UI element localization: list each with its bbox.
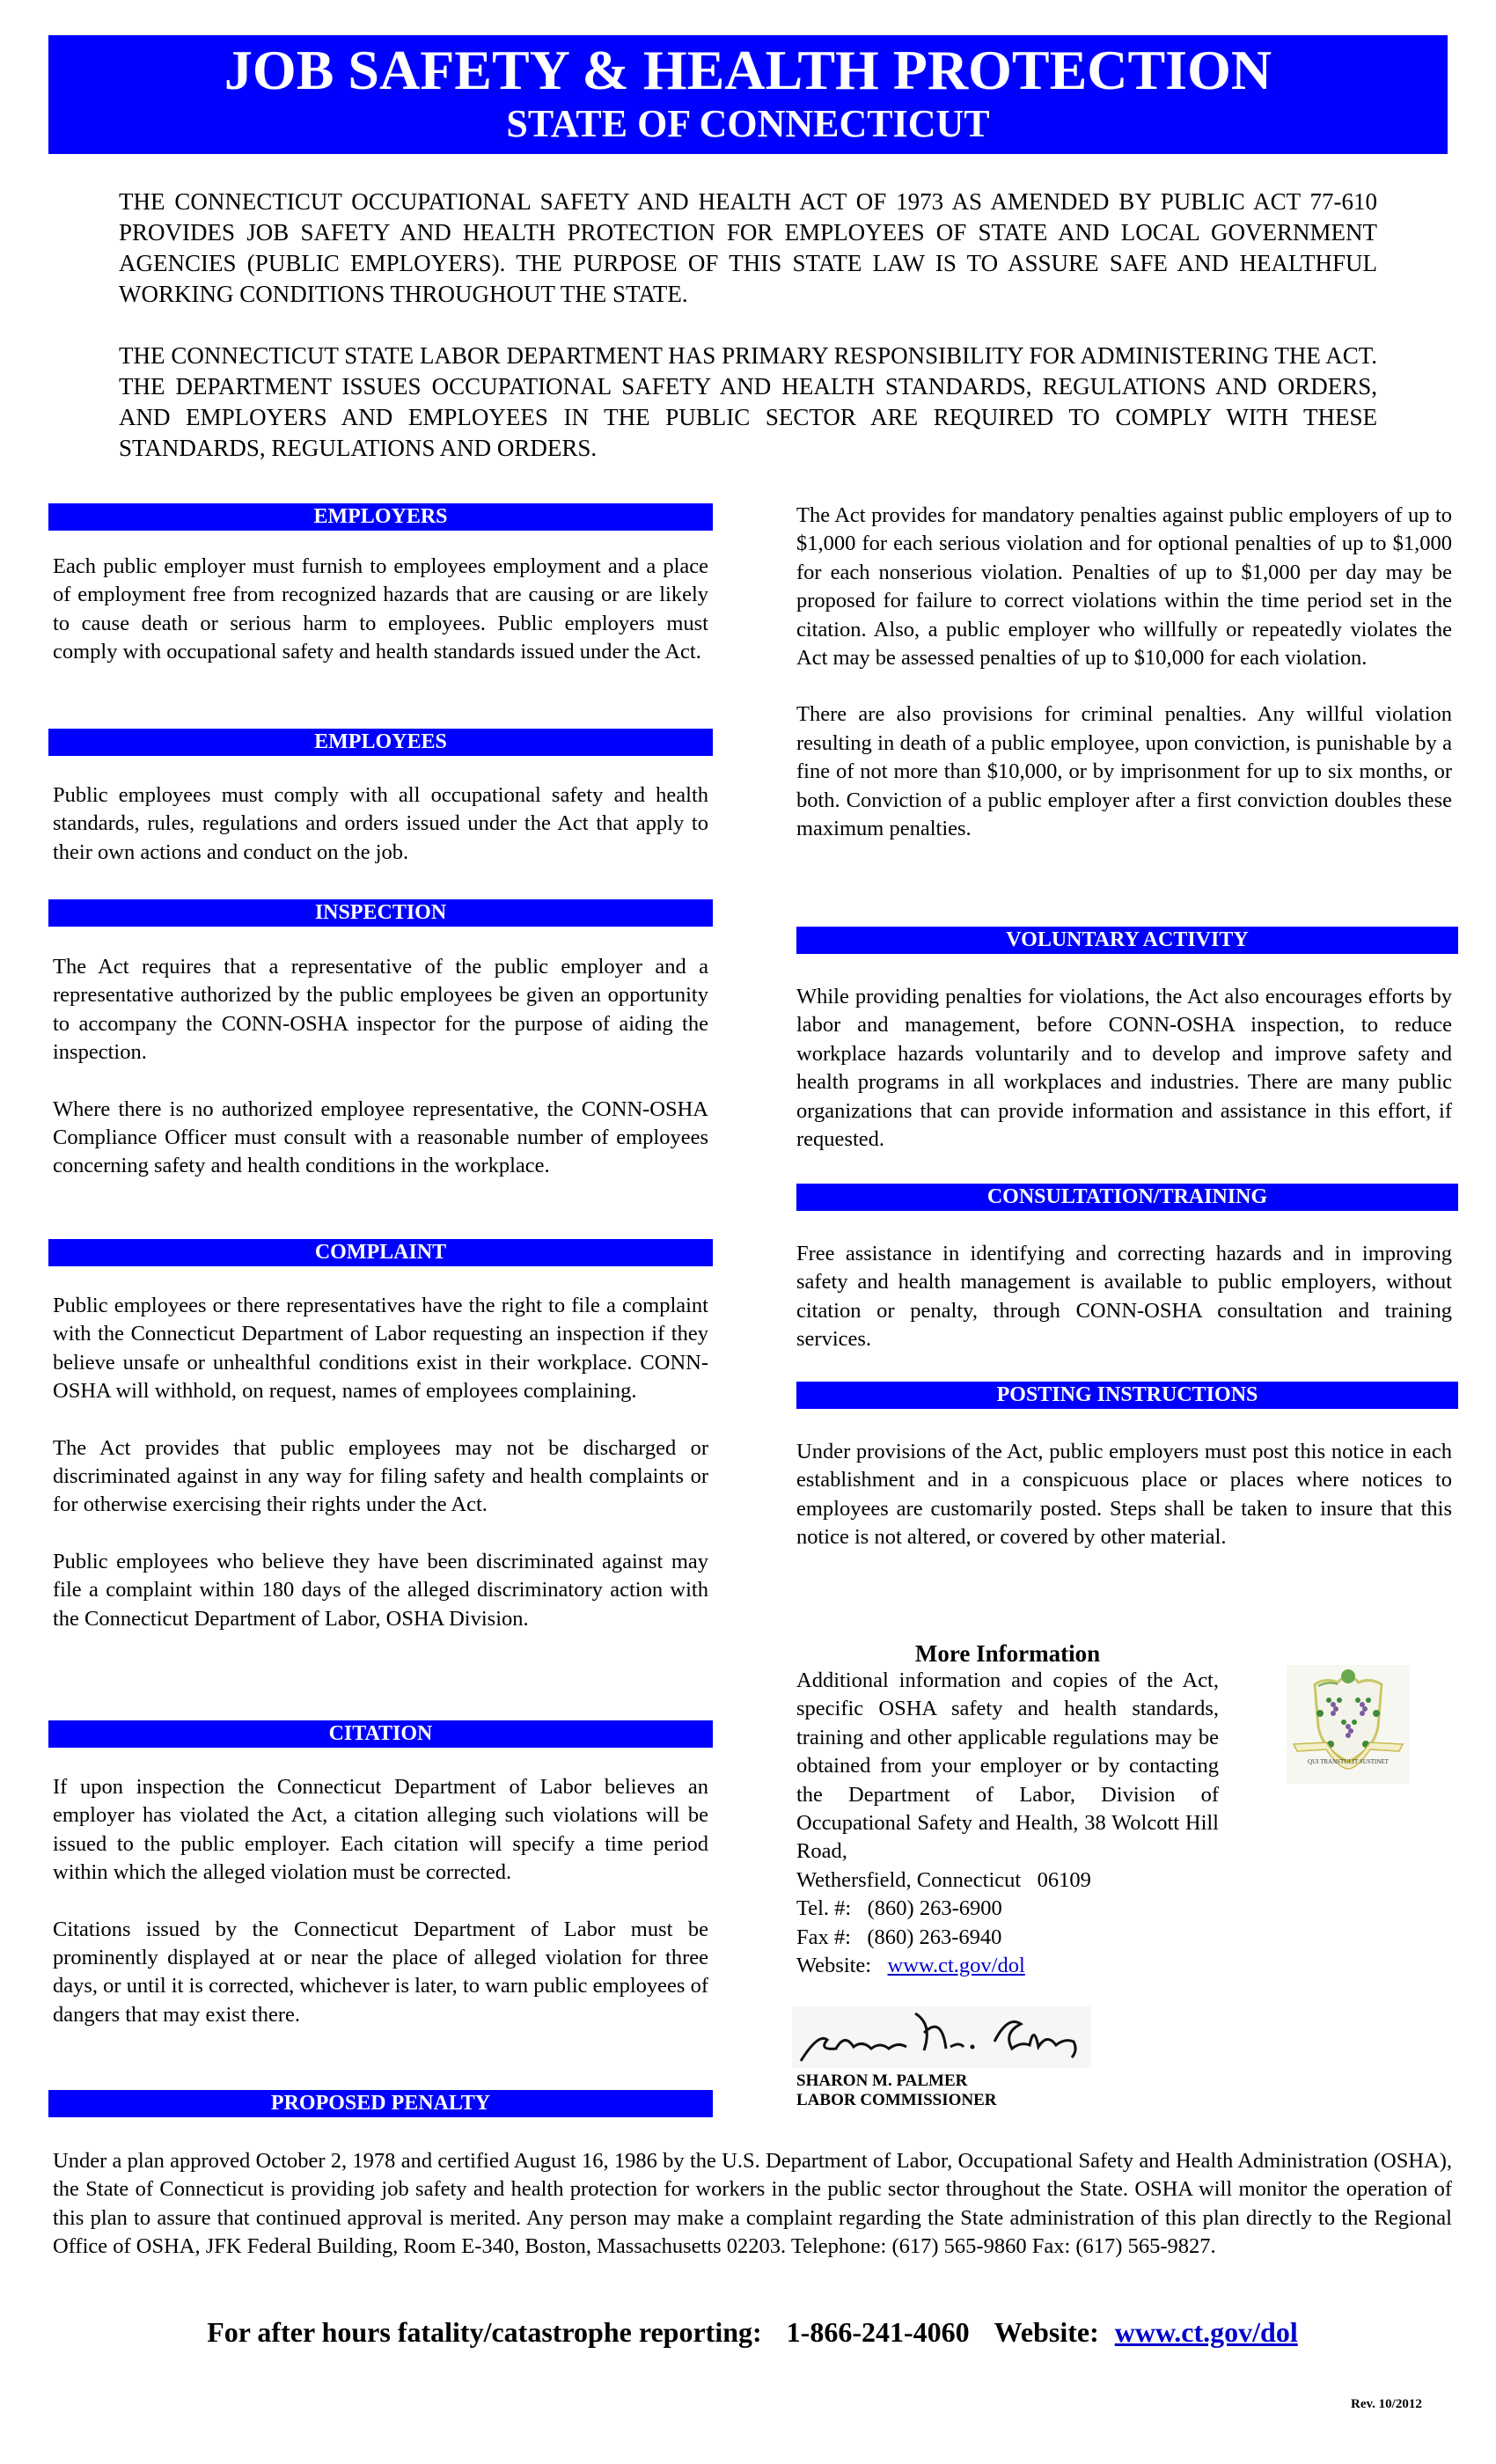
paragraph: Free assistance in identifying and correcting hazards and in improving safety and health management is available to public employers, without citation or penalty, through CONN-OSHA consultation and training services.: [796, 1242, 1452, 1352]
page-subtitle: STATE OF CONNECTICUT: [506, 102, 990, 145]
intro-paragraph: THE CONNECTICUT OCCUPATIONAL SAFETY AND HEALTH ACT OF 1973 AS AMENDED BY PUBLIC ACT 77-610 PROVIDES JOB SAFETY AND HEALTH PROTECTION FOR EMPLOYEES OF STATE AND LOCAL GOVERNMENT AGENCIES (PUBLIC EMPLOYERS). THE PURPOSE OF THIS STATE LAW IS TO ASSURE SAFE AND HEALTHFUL WORKING CONDITIONS THROUGHOUT THE STATE.: [119, 188, 1377, 307]
section-header-citation: CITATION: [48, 1720, 713, 1748]
paragraph: Public employees or there representatives have the right to file a complaint with the Connecticut Department of Labor requesting an inspection if they believe unsafe or unhealthful conditions exist in their workplace. CONN-OSHA will withhold, on request, names of employees complaining.: [53, 1294, 708, 1404]
website-link[interactable]: www.ct.gov/dol: [887, 1954, 1025, 1978]
section-proposed-penalty-body: [796, 502, 1452, 871]
footer-website-label: Website:: [994, 2316, 1099, 2348]
section-employers-body: [53, 553, 708, 695]
section-complaint-body: [53, 1292, 708, 1661]
telephone-line: [796, 1895, 1219, 1923]
paragraph: If upon inspection the Connecticut Department of Labor believes an employer has violated the Act, a citation alleging such violations will be issued to the public employer. Each citation will specify a time period within which the alleged violation must be corrected.: [53, 1775, 708, 1885]
website-line: [796, 1952, 1219, 1980]
paragraph: The Act provides that public employees may not be discharged or discriminated against in any way for filing safety and health complaints or for otherwise exercising their rights under the Act.: [53, 1435, 708, 1517]
section-voluntary-activity-body: [796, 983, 1452, 1182]
section-header-inspection: INSPECTION: [48, 899, 713, 927]
intro: [119, 187, 1377, 495]
paragraph: Each public employer must furnish to employees employment and a place of employment free from recognized hazards that are causing or are likely to cause death or serious harm to employees. Public employers must comply with occupational safety and health standards issued under the Act.: [53, 554, 708, 664]
paragraph: The Act requires that a representative of the public employer and a representative authorized by the public employees be given an opportunity to accompany the CONN-OSHA inspector for the purpose of aiding the inspection.: [53, 955, 708, 1065]
header-banner: [48, 35, 1448, 154]
paragraph: Public employees who believe they have been discriminated against may file a complaint within 180 days of the alleged discriminatory action with the Connecticut Department of Labor, OSHA Division.: [53, 1549, 708, 1631]
reporting-label: For after hours fatality/catastrophe reporting:: [207, 2316, 762, 2348]
signatory-name: SHARON M. PALMER: [796, 2072, 968, 2090]
reporting-phone: 1-866-241-4060: [786, 2316, 970, 2348]
section-header-employees: EMPLOYEES: [48, 729, 713, 756]
paragraph: Citations issued by the Connecticut Department of Labor must be prominently displayed at or near the place of alleged violation for three days, or until it is corrected, whichever is later, to warn public employees of dangers that may exist there.: [53, 1917, 708, 2027]
intro-paragraph: THE CONNECTICUT STATE LABOR DEPARTMENT HAS PRIMARY RESPONSIBILITY FOR ADMINISTERING THE ACT. THE DEPARTMENT ISSUES OCCUPATIONAL SAFETY AND HEALTH STANDARDS, REGULATIONS AND ORDERS, AND EMPLOYERS AND EMPLOYEES IN THE PUBLIC SECTOR ARE REQUIRED TO COMPLY WITH THESE STANDARDS, REGULATIONS AND ORDERS.: [119, 342, 1377, 461]
section-header-employers: EMPLOYERS: [48, 503, 713, 531]
signature-image: [792, 2006, 1091, 2068]
paragraph: There are also provisions for criminal penalties. Any willful violation resulting in death of a public employee, upon conviction, is punishable by a fine of not more than $10,000, or by imprisonment for up to six months, or both. Conviction of a public employer after a first conviction doubles these maximum penalties.: [796, 702, 1452, 841]
page-title: JOB SAFETY & HEALTH PROTECTION: [224, 39, 1272, 101]
section-header-posting-instructions: POSTING INSTRUCTIONS: [796, 1382, 1458, 1409]
address-line: Wethersfield, Connecticut 06109: [796, 1867, 1091, 1892]
connecticut-seal-icon: [1287, 1665, 1410, 1784]
section-header-complaint: COMPLAINT: [48, 1239, 713, 1266]
more-information-title: More Information: [914, 1640, 1101, 1667]
section-header-proposed-penalty: PROPOSED PENALTY: [48, 2090, 713, 2117]
website-label: Website:: [796, 1954, 872, 1978]
more-information: [796, 1640, 1219, 1980]
footer-reporting: [0, 2314, 1496, 2350]
footer-website-link[interactable]: www.ct.gov/dol: [1114, 2316, 1298, 2348]
federal-plan-paragraph: Under a plan approved October 2, 1978 and certified August 16, 1986 by the U.S. Department of Labor, Occupational Safety and Health Administration (OSHA), the State of Connecticut is providing job safety and health protection for workers in the public sector throughout the State. OSHA will monitor the operation of this plan to assure that continued approval is merited. Any person may make a complaint regarding the State administration of this plan directly to the Regional Office of OSHA, JFK Federal Building, Room E-340, Boston, Massachusetts 02203. Telephone: (617) 565-9860 Fax: (617) 565-9827.: [53, 2149, 1452, 2259]
paragraph: Public employees must comply with all occupational safety and health standards, rules, regulations and orders issued under the Act that apply to their own actions and conduct on the job.: [53, 783, 708, 864]
signatory-title: LABOR COMMISSIONER: [796, 2091, 997, 2109]
tel-number: (860) 263-6900: [867, 1896, 1002, 1921]
section-consultation-training-body: [796, 1240, 1452, 1382]
paragraph: Under provisions of the Act, public employers must post this notice in each establishment and in a conspicuous place or places where notices to employees are customarily posted. Steps shall be taken to insure that this notice is not altered, or covered by other material.: [796, 1440, 1452, 1550]
section-citation-body: [53, 1773, 708, 2057]
paragraph: The Act provides for mandatory penalties against public employers of up to $1,000 for each serious violation and for optional penalties of up to $1,000 for each nonserious violation. Penalties of up to $1,000 per day may be proposed for failure to correct violations within the time period set in the citation. Also, a public employer who willfully or repeatedly violates the Act may be assessed penalties of up to $10,000 for each violation.: [796, 503, 1452, 671]
paragraph: While providing penalties for violations, the Act also encourages efforts by labor and management, before CONN-OSHA inspection, to reduce workplace hazards voluntarily and to develop and improve safety and health programs in all workplaces and industries. There are many public organizations that can provide information and assistance in this effort, if requested.: [796, 985, 1452, 1152]
section-employees-body: [53, 781, 708, 895]
section-inspection-body: [53, 953, 708, 1209]
section-header-consultation-training: CONSULTATION/TRAINING: [796, 1184, 1458, 1211]
revision-date: Rev. 10/2012: [1351, 2397, 1422, 2411]
more-information-body: Additional information and copies of the Act, specific OSHA safety and health standards, training and other applicable regulations may be obtained from your employer or by contacting the Department of Labor, Division of Occupational Safety and Health, 38 Wolcott Hill Road,: [796, 1668, 1219, 1864]
section-posting-instructions-body: [796, 1438, 1452, 1580]
fax-number: (860) 263-6940: [867, 1925, 1002, 1949]
fax-line: [796, 1924, 1219, 1952]
seal-motto: QUI TRANSTULIT SUSTINET: [1308, 1758, 1389, 1765]
paragraph: Where there is no authorized employee representative, the CONN-OSHA Compliance Officer must consult with a reasonable number of employees concerning safety and health conditions in the workplace.: [53, 1096, 708, 1178]
fax-label: Fax #:: [796, 1925, 851, 1949]
signatory: [796, 2072, 997, 2110]
tel-label: Tel. #:: [796, 1896, 852, 1921]
section-header-voluntary-activity: VOLUNTARY ACTIVITY: [796, 927, 1458, 954]
